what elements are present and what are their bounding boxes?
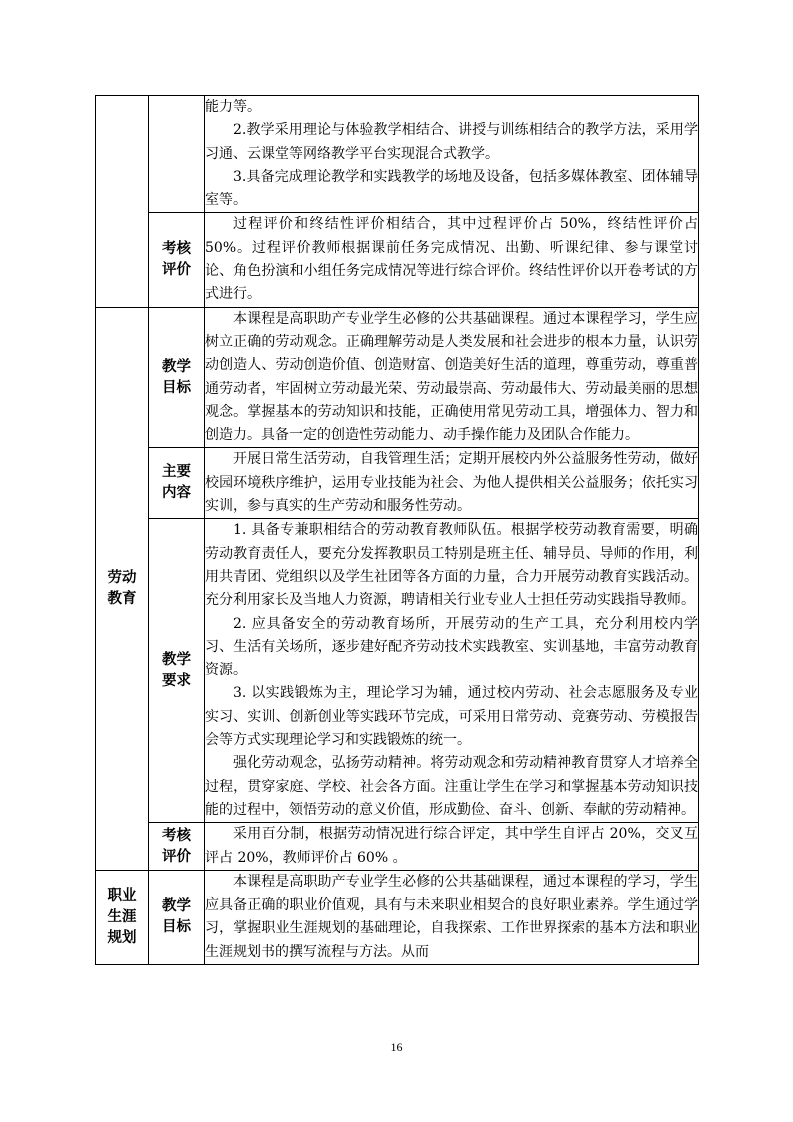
course-name: 职业 生涯 规划 [107, 887, 137, 946]
course-name: 劳动 教育 [107, 569, 137, 607]
paragraph: 1. 具备专兼职相结合的劳动教育教师队伍。根据学校劳动教育需要，明确劳动教育责任人，要充分发挥教职员工特别是班主任、辅导员、导师的作用，利用共青团、党组织以及学生社团等各方面的力量，合力开展劳动教育实践活动。充分利用家长及当地人力资源，聘请相关行业专业人士担任劳动实践指导教师。 [205, 522, 698, 609]
row-content [205, 96, 699, 213]
paragraph: 过程评价和终结性评价相结合，其中过程评价占 50%，终结性评价占 50%。过程评价教师根据课前任务完成情况、出勤、听课纪律、参与课堂讨论、角色扮演和小组任务完成情况等进行综合评价。终结性评价以开卷考试的方式进行。 [205, 216, 698, 303]
paragraph: 本课程是高职助产专业学生必修的公共基础课程，通过本课程的学习，学生应具备正确的职业价值观，具有与未来职业相契合的良好职业素养。学生通过学习，掌握职业生涯规划的基础理论，自我探索、工作世界探索的基本方法和职业生涯规划书的撰写流程与方法。从而 [205, 873, 698, 960]
page-number: 16 [390, 1040, 403, 1054]
course-name-cell [96, 870, 149, 964]
course-name-cell [96, 307, 149, 870]
paragraph: 3.具备完成理论教学和实践教学的场地及设备，包括多媒体教室、团体辅导室等。 [205, 168, 698, 209]
paragraph: 能力等。 [205, 99, 261, 115]
paragraph: 采用百分制，根据劳动情况进行综合评定，其中学生自评占 20%，交叉互评占 20%，教师评价占 60% 。 [205, 826, 698, 866]
table-row [96, 519, 699, 823]
row-content [205, 519, 699, 823]
row-label [149, 213, 205, 307]
row-label [149, 823, 205, 871]
table-row [96, 213, 699, 307]
label-text: 主要 内容 [162, 464, 191, 502]
paragraph: 3. 以实践锻炼为主，理论学习为辅，通过校内劳动、社会志愿服务及专业实习、实训、创新创业等实践环节完成，可采用日常劳动、竞赛劳动、劳模报告会等方式实现理论学习和实践锻炼的统一。 [205, 685, 698, 749]
paragraph: 强化劳动观念，弘扬劳动精神。将劳动观念和劳动精神教育贯穿人才培养全过程，贯穿家庭、学校、社会各方面。注重让学生在学习和掌握基本劳动知识技能的过程中，领悟劳动的意义价值，形成勤俭、奋斗、创新、奉献的劳动精神。 [205, 755, 698, 818]
course-name-cell [96, 96, 149, 308]
row-label [149, 870, 205, 964]
label-text: 考核 评价 [162, 827, 191, 865]
label-text: 教学 目标 [162, 898, 191, 936]
label-text: 教学 要求 [162, 651, 191, 689]
table-row [96, 823, 699, 871]
paragraph: 2.教学采用理论与体验教学相结合、讲授与训练相结合的教学方法，采用学习通、云课堂等网络教学平台实现混合式教学。 [205, 122, 698, 162]
table-row [96, 96, 699, 213]
row-content [205, 448, 699, 519]
paragraph: 本课程是高职助产专业学生必修的公共基础课程。通过本课程学习，学生应树立正确的劳动观念。正确理解劳动是人类发展和社会进步的根本力量，认识劳动创造人、劳动创造价值、创造财富、创造美好生活的道理，尊重劳动，尊重普通劳动者，牢固树立劳动最光荣、劳动最崇高、劳动最伟大、劳动最美丽的思想观念。掌握基本的劳动知识和技能，正确使用常见劳动工具，增强体力、智力和创造力。具备一定的创造性劳动能力、动手操作能力及团队合作能力。 [205, 310, 698, 444]
row-content [205, 823, 699, 871]
table-row [96, 448, 699, 519]
label-text: 教学 目标 [162, 358, 191, 396]
row-content [205, 307, 699, 448]
course-table [95, 95, 699, 965]
row-label [149, 307, 205, 448]
label-text: 考核 评价 [162, 241, 191, 279]
table-row [96, 870, 699, 964]
row-label [149, 519, 205, 823]
row-content [205, 213, 699, 307]
row-label [149, 448, 205, 519]
paragraph: 2. 应具备安全的劳动教育场所，开展劳动的生产工具，充分利用校内学习、生活有关场所，逐步建好配齐劳动技术实践教室、实训基地，丰富劳动教育资源。 [205, 615, 698, 679]
row-content [205, 870, 699, 964]
paragraph: 开展日常生活劳动，自我管理生活；定期开展校内外公益服务性劳动，做好校园环境秩序维护，运用专业技能为社会、为他人提供相关公益服务；依托实习实训，参与真实的生产劳动和服务性劳动。 [205, 451, 698, 515]
table-row [96, 307, 699, 448]
row-label [149, 96, 205, 213]
